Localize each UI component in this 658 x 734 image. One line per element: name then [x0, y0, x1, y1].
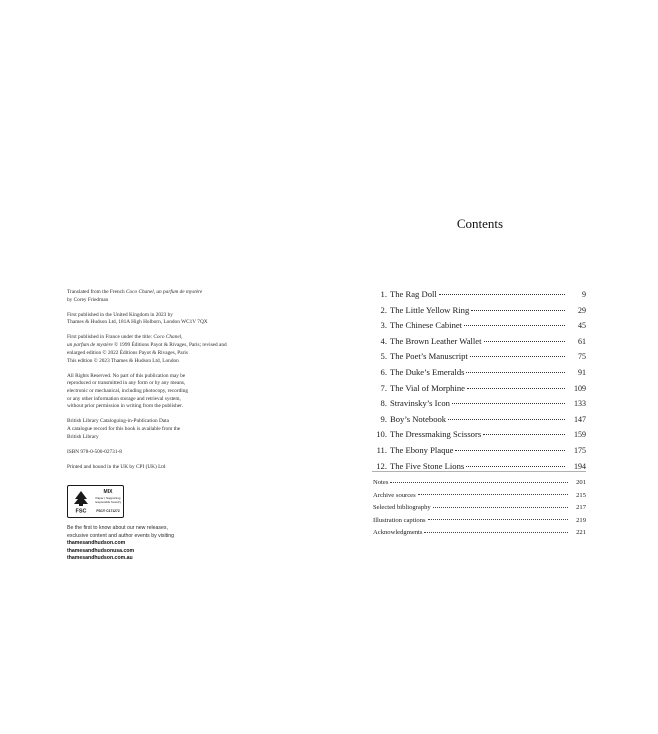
rights-line: All Rights Reserved. No part of this publication may be	[67, 372, 186, 379]
chapter-number: 5.	[380, 351, 387, 362]
dot-leader	[470, 356, 565, 357]
uk-line-2: Thames & Hudson Ltd, 181A High Holborn, London WC1V 7QX	[67, 319, 208, 326]
page-number: 133	[574, 399, 586, 409]
dot-leader	[483, 434, 565, 435]
back-matter-entry[interactable]	[373, 527, 586, 540]
chapter-number: 12.	[376, 460, 387, 471]
page-number: 221	[576, 529, 586, 537]
back-matter-title: Acknowledgments	[373, 529, 423, 537]
france-line-1-prefix: First published in France under the title:	[67, 334, 154, 341]
chapter-title: The Duke’s Emeralds	[390, 366, 465, 377]
fsc-code: FSC® C171272	[96, 509, 120, 513]
rights-notice	[67, 373, 257, 412]
rights-line: electronic or mechanical, including photocopy, recording	[67, 387, 188, 394]
printer-text: Printed and bound in the UK by CPI (UK) Ltd	[67, 463, 166, 470]
page-number: 159	[574, 430, 586, 440]
fsc-brand: FSC	[75, 508, 87, 514]
france-line-4: This edition © 2023 Thames & Hudson Ltd, London	[67, 357, 179, 364]
chapter-number: 6.	[380, 366, 387, 377]
fsc-text-2: responsible forestry	[94, 499, 122, 504]
chapter-title: Boy’s Notebook	[390, 413, 447, 424]
dot-leader	[471, 310, 565, 311]
chapter-title: The Little Yellow Ring	[390, 304, 470, 315]
chapter-number: 9.	[380, 413, 387, 424]
chapter-number: 7.	[380, 382, 387, 393]
france-line-1-title: Coco Chanel,	[153, 334, 183, 341]
uk-publication	[67, 312, 257, 327]
page-number: 9	[582, 290, 586, 299]
dot-leader	[464, 325, 565, 326]
page-number: 201	[576, 479, 586, 486]
dot-leader	[390, 482, 568, 483]
uk-line-1: First published in the United Kingdom in 2023 by	[67, 311, 173, 318]
isbn-text: ISBN 978-0-500-02731-8	[67, 448, 122, 455]
chapter-title: Stravinsky’s Icon	[390, 398, 450, 409]
chapter-number: 3.	[380, 320, 387, 331]
chapter-number: 10.	[376, 429, 387, 440]
website-link[interactable]: thamesandhudson.com	[67, 540, 126, 546]
translation-credit	[67, 289, 257, 304]
chapter-title: The Vial of Morphine	[390, 382, 465, 393]
publisher-promo	[67, 525, 257, 563]
chapter-title: The Ebony Plaque	[390, 444, 454, 455]
contents-heading: Contents	[456, 216, 504, 231]
dot-leader	[466, 372, 565, 373]
section-divider	[372, 471, 586, 472]
toc-entry[interactable]	[368, 443, 586, 459]
page-number: 45	[578, 321, 586, 331]
cip-data	[67, 418, 257, 441]
website-link[interactable]: thamesandhudsonusa.com	[67, 547, 135, 554]
back-matter-entry[interactable]	[373, 477, 586, 490]
france-line-2-title: un parfum de mystère	[67, 342, 113, 349]
chapter-number: 8.	[380, 398, 387, 409]
back-matter-title: Illustration captions	[373, 516, 426, 524]
toc-entry[interactable]	[368, 318, 586, 334]
back-matter-list	[373, 477, 586, 540]
translator: by Corey Friedman	[67, 296, 109, 303]
website-link[interactable]: thamesandhudson.com.au	[67, 555, 133, 561]
toc-entry[interactable]	[368, 365, 586, 381]
dot-leader	[448, 419, 565, 420]
printer	[67, 464, 257, 472]
fsc-description	[93, 497, 123, 504]
dot-leader	[467, 388, 565, 389]
back-matter-title: Archive sources	[373, 491, 416, 499]
page-number: 217	[576, 504, 586, 512]
chapter-list	[368, 287, 586, 474]
back-matter-entry[interactable]	[373, 502, 586, 515]
chapter-title: The Rag Doll	[390, 289, 437, 299]
france-line-2-rest: © 1999 Éditions Payot & Rivages, Paris; revised and	[112, 342, 227, 349]
fsc-text-1: Paper | Supporting	[95, 496, 121, 500]
dot-leader	[428, 519, 568, 520]
chapter-number: 11.	[376, 444, 387, 455]
toc-entry[interactable]	[368, 303, 586, 319]
chapter-title: The Brown Leather Wallet	[390, 335, 482, 346]
dot-leader	[418, 494, 568, 495]
france-publication	[67, 334, 257, 365]
page-number: 61	[578, 336, 586, 346]
isbn	[67, 449, 257, 457]
dot-leader	[424, 532, 568, 533]
copyright-page	[67, 289, 257, 479]
chapter-number: 1.	[380, 289, 387, 299]
toc-entry[interactable]	[368, 427, 586, 443]
toc-entry[interactable]	[368, 396, 586, 412]
chapter-title: The Dressmaking Scissors	[390, 429, 482, 440]
cip-line: A catalogue record for this book is available from the	[67, 426, 181, 433]
original-title: Coco Chanel, un parfum de mystère	[125, 289, 203, 295]
chapter-title: The Five Stone Lions	[390, 460, 465, 471]
page-number: 194	[574, 461, 586, 471]
page-number: 215	[576, 491, 586, 499]
rights-line: without prior permission in writing from the publisher.	[67, 403, 183, 410]
page-number: 91	[578, 367, 586, 377]
toc-entry[interactable]	[368, 349, 586, 365]
toc-entry[interactable]	[368, 381, 586, 397]
chapter-number: 2.	[380, 304, 387, 315]
chapter-title: The Chinese Cabinet	[390, 320, 463, 331]
rights-line: or any other information storage and retrieval system,	[67, 395, 181, 402]
cip-line: British Library Cataloguing-in-Publication Data	[67, 418, 169, 425]
france-line-3: enlarged edition © 2022 Éditions Payot & Rivages, Paris	[67, 349, 188, 356]
fsc-mix-label: MIX	[103, 489, 113, 495]
back-matter-entry[interactable]	[373, 515, 586, 528]
chapter-number: 4.	[380, 335, 387, 346]
page-number: 147	[574, 414, 586, 424]
toc-entry[interactable]	[368, 334, 586, 350]
page-number: 219	[576, 516, 586, 524]
page-number: 175	[574, 445, 586, 455]
dot-leader	[455, 450, 565, 451]
page-number: 75	[578, 352, 586, 362]
promo-line: Be the first to know about our new releases,	[67, 525, 168, 531]
dot-leader	[439, 294, 565, 295]
back-matter-entry[interactable]	[373, 490, 586, 503]
page-number: 29	[578, 305, 586, 315]
back-matter-title: Selected bibliography	[373, 504, 431, 512]
translation-prefix: Translated from the French	[67, 289, 126, 295]
toc-entry[interactable]	[368, 287, 586, 303]
fsc-label	[67, 485, 124, 518]
dot-leader	[484, 341, 566, 342]
chapter-title: The Poet’s Manuscript	[390, 351, 468, 362]
dot-leader	[466, 466, 565, 467]
dot-leader	[433, 507, 568, 508]
cip-line: British Library	[67, 433, 99, 440]
rights-line: reproduced or transmitted in any form or by any means,	[67, 380, 186, 387]
promo-line: exclusive content and author events by visiting	[67, 532, 174, 539]
dot-leader	[452, 403, 565, 404]
fsc-tree-icon	[71, 489, 91, 514]
back-matter-title: Notes	[373, 479, 389, 486]
page-number: 109	[574, 383, 586, 393]
toc-entry[interactable]	[368, 412, 586, 428]
